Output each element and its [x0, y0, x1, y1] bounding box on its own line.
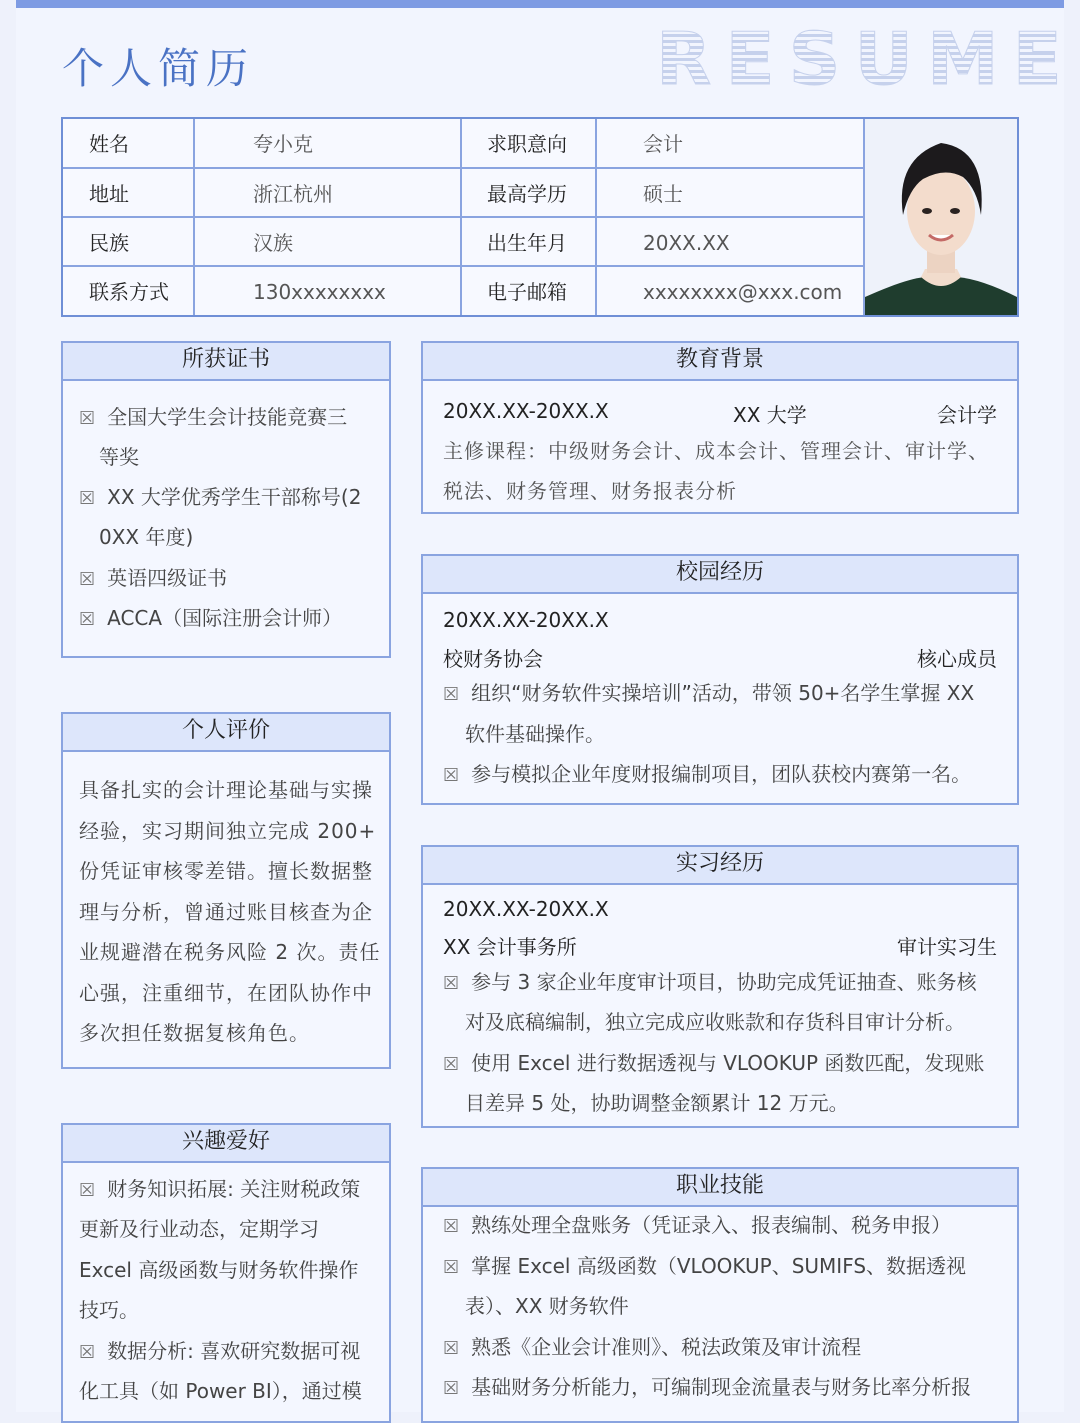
- label-name: 姓名: [89, 132, 129, 156]
- checkbox-icon: ☒: [79, 488, 96, 509]
- resume-watermark: [656, 17, 1076, 101]
- value-birth: 20XX.XX: [643, 231, 730, 255]
- hobby-item: ☒ 财务知识拓展: 关注财税政策: [79, 1177, 361, 1201]
- campus-date: 20XX.XX-20XX.X: [443, 608, 609, 632]
- internship-item: ☒ 参与 3 家企业年度审计项目，协助完成凭证抽查、账务核: [443, 970, 977, 994]
- label-email: 电子邮箱: [487, 280, 567, 304]
- profile-photo: [865, 119, 1017, 315]
- section-hobbies: [61, 1123, 391, 1423]
- section-title-hobbies: 兴趣爱好: [63, 1125, 389, 1163]
- info-row-contact: [63, 267, 863, 317]
- checkbox-icon: ☒: [443, 765, 460, 786]
- checkbox-icon: ☒: [79, 609, 96, 630]
- education-courses-line: 税法、财务管理、财务报表分析: [443, 479, 737, 503]
- label-job-intention: 求职意向: [487, 132, 567, 156]
- checkbox-icon: ☒: [443, 1338, 460, 1359]
- evaluation-line: 份凭证审核零差错。擅长数据整: [79, 859, 373, 883]
- evaluation-line: 多次担任数据复核角色。: [79, 1021, 310, 1045]
- section-title-education: 教育背景: [423, 343, 1017, 381]
- hobby-item-cont: 更新及行业动态，定期学习: [79, 1217, 319, 1241]
- label-birth: 出生年月: [487, 231, 567, 255]
- internship-item-cont: 目差异 5 处，协助调整金额累计 12 万元。: [465, 1091, 849, 1115]
- value-address: 浙江杭州: [253, 182, 333, 206]
- education-major: 会计学: [937, 403, 997, 427]
- cert-item: ☒ 全国大学生会计技能竞赛三: [79, 405, 348, 429]
- evaluation-line: 理与分析，曾通过账目核查为企: [79, 900, 373, 924]
- value-ethnicity: 汉族: [253, 231, 293, 255]
- internship-role: 审计实习生: [897, 935, 997, 959]
- section-title-internship: 实习经历: [423, 847, 1017, 885]
- checkbox-icon: ☒: [79, 1342, 96, 1363]
- page-title: 个人简历: [62, 44, 255, 93]
- skill-item-cont: 表）、XX 财务软件: [465, 1294, 629, 1318]
- label-ethnicity: 民族: [89, 231, 129, 255]
- section-internship: [421, 845, 1019, 1128]
- checkbox-icon: ☒: [443, 1054, 460, 1075]
- internship-date: 20XX.XX-20XX.X: [443, 897, 609, 921]
- checkbox-icon: ☒: [443, 684, 460, 705]
- section-title-evaluation: 个人评价: [63, 714, 389, 752]
- cert-item: ☒ ACCA（国际注册会计师）: [79, 606, 343, 630]
- skill-item: ☒ 掌握 Excel 高级函数（VLOOKUP、SUMIFS、数据透视: [443, 1254, 967, 1278]
- checkbox-icon: ☒: [443, 1216, 460, 1237]
- top-accent-bar: [16, 0, 1064, 8]
- info-row-address: [63, 169, 863, 219]
- checkbox-icon: ☒: [443, 1378, 460, 1399]
- value-name: 夸小克: [253, 132, 313, 156]
- label-contact: 联系方式: [89, 280, 169, 304]
- cert-item: ☒ 英语四级证书: [79, 566, 228, 590]
- internship-item: ☒ 使用 Excel 进行数据透视与 VLOOKUP 函数匹配，发现账: [443, 1051, 985, 1075]
- education-date: 20XX.XX-20XX.X: [443, 399, 609, 423]
- internship-item-cont: 对及底稿编制，独立完成应收账款和存货科目审计分析。: [465, 1010, 965, 1034]
- label-address: 地址: [89, 182, 129, 206]
- cert-item-cont: 等奖: [99, 445, 139, 469]
- section-skills: [421, 1167, 1019, 1423]
- section-title-certificates: 所获证书: [63, 343, 389, 381]
- info-row-ethnicity: [63, 218, 863, 268]
- value-contact: 130xxxxxxxx: [253, 280, 386, 304]
- checkbox-icon: ☒: [443, 1257, 460, 1278]
- label-degree: 最高学历: [487, 182, 567, 206]
- checkbox-icon: ☒: [79, 569, 96, 590]
- campus-role: 核心成员: [917, 647, 997, 671]
- section-title-skills: 职业技能: [423, 1169, 1017, 1207]
- education-courses-line: 主修课程：中级财务会计、成本会计、管理会计、审计学、: [443, 439, 989, 463]
- hobby-item-cont: Excel 高级函数与财务软件操作: [79, 1258, 359, 1282]
- info-table: [61, 117, 1019, 317]
- skill-item: ☒ 熟练处理全盘账务（凭证录入、报表编制、税务申报）: [443, 1213, 952, 1237]
- avatar-icon: [865, 119, 1017, 315]
- campus-item: ☒ 组织“财务软件实操培训”活动，带领 50+名学生掌握 XX: [443, 681, 975, 705]
- section-campus: [421, 554, 1019, 805]
- evaluation-line: 经验，实习期间独立完成 200+: [79, 819, 377, 843]
- section-education: [421, 341, 1019, 514]
- info-row-name: [63, 119, 863, 169]
- hobby-item: ☒ 数据分析: 喜欢研究数据可视: [79, 1339, 361, 1363]
- skill-item: ☒ 基础财务分析能力，可编制现金流量表与财务比率分析报: [443, 1375, 972, 1399]
- campus-item: ☒ 参与模拟企业年度财报编制项目，团队获校内赛第一名。: [443, 762, 972, 786]
- campus-item-cont: 软件基础操作。: [465, 722, 605, 746]
- hobby-item-cont: 技巧。: [79, 1298, 139, 1322]
- value-email: xxxxxxxx@xxx.com: [643, 280, 843, 304]
- checkbox-icon: ☒: [79, 1180, 96, 1201]
- checkbox-icon: ☒: [79, 408, 96, 429]
- section-self-evaluation: [61, 712, 391, 1069]
- education-school: XX 大学: [733, 403, 807, 427]
- section-certificates: [61, 341, 391, 658]
- resume-watermark-text: RESUME: [656, 17, 1076, 101]
- checkbox-icon: ☒: [443, 973, 460, 994]
- evaluation-line: 心强，注重细节，在团队协作中: [79, 981, 373, 1005]
- value-degree: 硕士: [643, 182, 683, 206]
- evaluation-line: 具备扎实的会计理论基础与实操: [79, 778, 373, 802]
- skill-item: ☒ 熟悉《企业会计准则》、税法政策及审计流程: [443, 1335, 862, 1359]
- section-title-campus: 校园经历: [423, 556, 1017, 594]
- cert-item-cont: 0XX 年度): [99, 525, 194, 549]
- evaluation-line: 业规避潜在税务风险 2 次。责任: [79, 940, 381, 964]
- cert-item: ☒ XX 大学优秀学生干部称号(2: [79, 485, 362, 509]
- hobby-item-cont: 化工具（如 Power BI），通过模: [79, 1379, 362, 1403]
- campus-org: 校财务协会: [443, 647, 543, 671]
- internship-org: XX 会计事务所: [443, 935, 577, 959]
- value-job-intention: 会计: [643, 132, 683, 156]
